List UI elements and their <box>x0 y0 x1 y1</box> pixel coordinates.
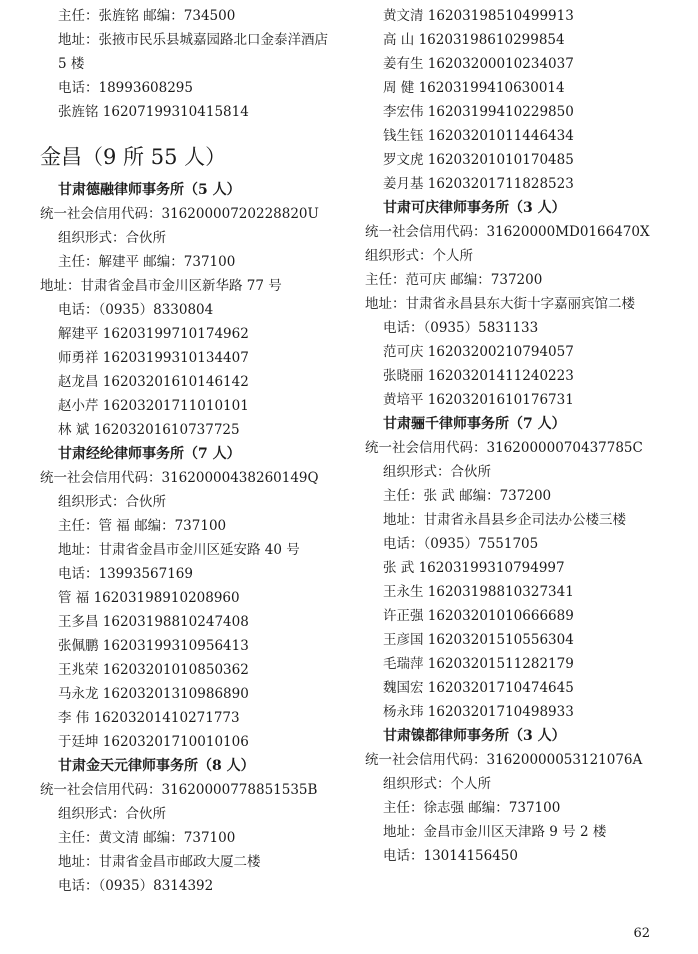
text-line: 统一社会信用代码：31620000720228820U <box>40 206 319 222</box>
firm-name: 甘肃可庆律师事务所（3 人） <box>383 200 566 216</box>
text-line: 电话：（0935）5831133 <box>383 320 539 336</box>
text-line: 解建平 16203199710174962 <box>58 326 249 342</box>
text-line: 范可庆 16203200210794057 <box>383 344 574 360</box>
firm-block <box>40 754 340 898</box>
text-line: 地址：甘肃省金昌市邮政大厦二楼 <box>58 854 261 870</box>
text-line: 统一社会信用代码：31620000778851535B <box>40 782 318 798</box>
left-firms <box>40 178 340 898</box>
text-line: 主任：张 武 邮编：737200 <box>383 488 552 504</box>
text-line: 张旌铭 16207199310415814 <box>58 104 249 120</box>
text-line: 地址：甘肃省金昌市金川区新华路 77 号 <box>40 278 282 294</box>
firm-block <box>365 196 665 412</box>
text-line: 组织形式：合伙所 <box>58 806 166 822</box>
text-line: 黄文清 16203198510499913 <box>383 8 574 24</box>
text-line: 姜有生 16203200010234037 <box>383 56 574 72</box>
text-line: 罗文虎 16203201010170485 <box>383 152 574 168</box>
text-line: 李 伟 16203201410271773 <box>58 710 240 726</box>
text-line: 电话：18993608295 <box>58 80 193 96</box>
text-line: 组织形式：合伙所 <box>58 230 166 246</box>
text-line: 马永龙 16203201310986890 <box>58 686 249 702</box>
firm-block <box>365 412 665 724</box>
text-line: 张佩鹏 16203199310956413 <box>58 638 249 654</box>
text-line: 周 健 16203199410630014 <box>383 80 565 96</box>
text-line: 王多昌 16203198810247408 <box>58 614 249 630</box>
text-line: 毛瑞萍 16203201511282179 <box>383 656 574 672</box>
left-column <box>40 4 340 898</box>
text-line: 电话：（0935）8330804 <box>58 302 214 318</box>
firm-name: 甘肃金天元律师事务所（8 人） <box>58 758 255 774</box>
text-line: 赵龙昌 16203201610146142 <box>58 374 249 390</box>
text-line: 杨永玮 16203201710498933 <box>383 704 574 720</box>
text-line: 电话：（0935）8314392 <box>58 878 214 894</box>
text-line: 赵小芹 16203201711010101 <box>58 398 249 414</box>
text-line: 李宏伟 16203199410229850 <box>383 104 574 120</box>
text-line: 主任：张旌铭 邮编：734500 <box>58 8 236 24</box>
text-line: 张 武 16203199310794997 <box>383 560 565 576</box>
text-line: 地址：张掖市民乐县城嘉园路北口金泰洋酒店 5 楼 <box>58 32 328 72</box>
text-line: 地址：甘肃省金昌市金川区延安路 40 号 <box>58 542 300 558</box>
page-number: 62 <box>633 926 650 941</box>
text-line: 统一社会信用代码：31620000438260149Q <box>40 470 319 486</box>
firm-name: 甘肃德融律师事务所（5 人） <box>58 182 241 198</box>
text-line: 统一社会信用代码：31620000MD0166470X <box>365 224 650 240</box>
text-line: 王彦国 16203201510556304 <box>383 632 574 648</box>
text-line: 统一社会信用代码：31620000070437785C <box>365 440 643 456</box>
text-line: 王兆荣 16203201010850362 <box>58 662 249 678</box>
firm-block <box>40 442 340 754</box>
text-line: 林 斌 16203201610737725 <box>58 422 240 438</box>
text-line: 电话：13014156450 <box>383 848 518 864</box>
text-line: 姜月基 16203201711828523 <box>383 176 574 192</box>
text-line: 于廷坤 16203201710010106 <box>58 734 249 750</box>
text-line: 电话：13993567169 <box>58 566 193 582</box>
text-line: 组织形式：合伙所 <box>58 494 166 510</box>
text-line: 主任：范可庆 邮编：737200 <box>365 272 543 288</box>
text-line: 主任：管 福 邮编：737100 <box>58 518 227 534</box>
left-top-block <box>40 4 340 124</box>
text-line: 地址：甘肃省永昌县乡企司法办公楼三楼 <box>383 512 626 528</box>
text-line: 高 山 16203198610299854 <box>383 32 565 48</box>
text-line: 统一社会信用代码：31620000053121076A <box>365 752 643 768</box>
firm-block <box>365 724 665 868</box>
text-line: 管 福 16203198910208960 <box>58 590 240 606</box>
text-line: 主任：解建平 邮编：737100 <box>58 254 236 270</box>
text-line: 张晓丽 16203201411240223 <box>383 368 574 384</box>
text-line: 电话：（0935）7551705 <box>383 536 539 552</box>
text-line: 主任：黄文清 邮编：737100 <box>58 830 236 846</box>
firm-name: 甘肃镍都律师事务所（3 人） <box>383 728 566 744</box>
text-line: 组织形式：个人所 <box>365 248 473 264</box>
text-line: 黄培平 16203201610176731 <box>383 392 574 408</box>
right-top-block <box>365 4 665 196</box>
firm-name: 甘肃骊千律师事务所（7 人） <box>383 416 566 432</box>
text-line: 许正强 16203201010666689 <box>383 608 574 624</box>
city-heading: 金昌（9 所 55 人） <box>40 145 227 169</box>
firm-block <box>40 178 340 442</box>
text-line: 师勇祥 16203199310134407 <box>58 350 249 366</box>
text-line: 组织形式：合伙所 <box>383 464 491 480</box>
firm-name: 甘肃经纶律师事务所（7 人） <box>58 446 241 462</box>
text-line: 地址：金昌市金川区天津路 9 号 2 楼 <box>383 824 607 840</box>
text-line: 王永生 16203198810327341 <box>383 584 574 600</box>
right-firms <box>365 196 665 868</box>
text-line: 钱生钰 16203201011446434 <box>383 128 574 144</box>
text-line: 魏国宏 16203201710474645 <box>383 680 574 696</box>
text-line: 地址：甘肃省永昌县东大街十字嘉丽宾馆二楼 <box>365 296 635 312</box>
text-line: 组织形式：个人所 <box>383 776 491 792</box>
text-line: 主任：徐志强 邮编：737100 <box>383 800 561 816</box>
right-column <box>365 4 665 868</box>
